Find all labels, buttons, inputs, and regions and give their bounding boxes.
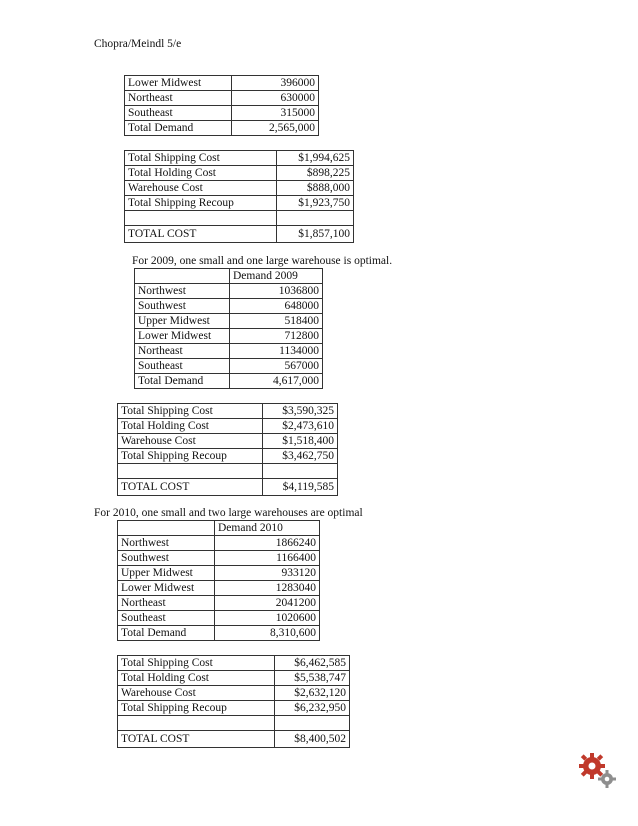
row-label: Southeast bbox=[125, 106, 232, 121]
row-label: Total Shipping Recoup bbox=[118, 701, 275, 716]
row-label: Warehouse Cost bbox=[118, 434, 263, 449]
table-row bbox=[135, 329, 323, 344]
row-label: Total Holding Cost bbox=[125, 166, 277, 181]
table-row bbox=[118, 626, 320, 641]
table-row bbox=[118, 656, 350, 671]
row-label: Northeast bbox=[125, 91, 232, 106]
row-label: Total Holding Cost bbox=[118, 419, 263, 434]
total-cost-row bbox=[125, 226, 354, 243]
table-row bbox=[135, 344, 323, 359]
blank-cell bbox=[263, 464, 338, 479]
row-value: $6,232,950 bbox=[275, 701, 350, 716]
row-label: Northeast bbox=[118, 596, 215, 611]
table-row bbox=[118, 566, 320, 581]
table-row bbox=[135, 284, 323, 299]
table-row bbox=[118, 434, 338, 449]
row-value: 2,565,000 bbox=[232, 121, 319, 136]
row-value: 1283040 bbox=[215, 581, 320, 596]
row-value: 1134000 bbox=[230, 344, 323, 359]
table-row bbox=[118, 596, 320, 611]
row-value: $1,518,400 bbox=[263, 434, 338, 449]
gears-logo-icon bbox=[574, 744, 622, 792]
column-header: Demand 2010 bbox=[215, 521, 320, 536]
row-value: 1020600 bbox=[215, 611, 320, 626]
caption-2009: For 2009, one small and one large warehouse is optimal. bbox=[132, 255, 393, 267]
table-row bbox=[118, 536, 320, 551]
table-row bbox=[125, 166, 354, 181]
cost-table-2009 bbox=[117, 403, 338, 496]
row-label: Warehouse Cost bbox=[125, 181, 277, 196]
row-value: $898,225 bbox=[277, 166, 354, 181]
row-label: Northeast bbox=[135, 344, 230, 359]
row-label: Northwest bbox=[118, 536, 215, 551]
table-row bbox=[135, 299, 323, 314]
row-label: Total Shipping Cost bbox=[118, 656, 275, 671]
row-label: Lower Midwest bbox=[118, 581, 215, 596]
cost-table-2010 bbox=[117, 655, 350, 748]
row-label: Total Shipping Cost bbox=[118, 404, 263, 419]
table-row bbox=[125, 76, 319, 91]
row-value: 4,617,000 bbox=[230, 374, 323, 389]
row-value: 1166400 bbox=[215, 551, 320, 566]
row-label: Lower Midwest bbox=[125, 76, 232, 91]
row-value: 567000 bbox=[230, 359, 323, 374]
table-row bbox=[118, 551, 320, 566]
table-row bbox=[118, 449, 338, 464]
table-row bbox=[125, 151, 354, 166]
row-value: $1,923,750 bbox=[277, 196, 354, 211]
table-row bbox=[125, 196, 354, 211]
row-label: Southwest bbox=[118, 551, 215, 566]
row-value: 630000 bbox=[232, 91, 319, 106]
row-value: 396000 bbox=[232, 76, 319, 91]
table-row bbox=[118, 611, 320, 626]
demand-table-2008 bbox=[124, 75, 319, 136]
row-value: 933120 bbox=[215, 566, 320, 581]
row-label: Total Shipping Cost bbox=[125, 151, 277, 166]
row-label: Upper Midwest bbox=[135, 314, 230, 329]
row-value: 2041200 bbox=[215, 596, 320, 611]
blank-row bbox=[125, 211, 354, 226]
total-cost-row bbox=[118, 479, 338, 496]
table-row bbox=[118, 404, 338, 419]
table-row bbox=[118, 701, 350, 716]
row-value: 518400 bbox=[230, 314, 323, 329]
blank-cell bbox=[118, 716, 275, 731]
total-label: TOTAL COST bbox=[118, 479, 263, 496]
page-header: Chopra/Meindl 5/e bbox=[94, 38, 182, 50]
header-spacer bbox=[135, 269, 230, 284]
header-spacer bbox=[118, 521, 215, 536]
row-label: Warehouse Cost bbox=[118, 686, 275, 701]
row-value: 8,310,600 bbox=[215, 626, 320, 641]
row-label: Upper Midwest bbox=[118, 566, 215, 581]
row-value: $2,632,120 bbox=[275, 686, 350, 701]
table-row bbox=[125, 121, 319, 136]
total-label: TOTAL COST bbox=[125, 226, 277, 243]
row-value: 648000 bbox=[230, 299, 323, 314]
row-value: $2,473,610 bbox=[263, 419, 338, 434]
row-label: Total Shipping Recoup bbox=[125, 196, 277, 211]
row-value: 1866240 bbox=[215, 536, 320, 551]
table-row bbox=[135, 359, 323, 374]
row-label: Total Shipping Recoup bbox=[118, 449, 263, 464]
blank-cell bbox=[275, 716, 350, 731]
row-label: Total Demand bbox=[118, 626, 215, 641]
row-label: Total Holding Cost bbox=[118, 671, 275, 686]
row-value: 1036800 bbox=[230, 284, 323, 299]
row-value: 712800 bbox=[230, 329, 323, 344]
demand-table-2010 bbox=[117, 520, 320, 641]
total-cost-row bbox=[118, 731, 350, 748]
cost-table-2008 bbox=[124, 150, 354, 243]
blank-cell bbox=[125, 211, 277, 226]
row-value: $3,462,750 bbox=[263, 449, 338, 464]
blank-row bbox=[118, 464, 338, 479]
blank-cell bbox=[118, 464, 263, 479]
demand-table-2009 bbox=[134, 268, 323, 389]
blank-row bbox=[118, 716, 350, 731]
table-row bbox=[118, 581, 320, 596]
row-label: Southeast bbox=[118, 611, 215, 626]
row-value: $3,590,325 bbox=[263, 404, 338, 419]
row-label: Northwest bbox=[135, 284, 230, 299]
table-row bbox=[118, 671, 350, 686]
row-label: Southeast bbox=[135, 359, 230, 374]
column-header: Demand 2009 bbox=[230, 269, 323, 284]
table-header-row bbox=[135, 269, 323, 284]
total-value: $1,857,100 bbox=[277, 226, 354, 243]
total-value: $8,400,502 bbox=[275, 731, 350, 748]
row-value: $6,462,585 bbox=[275, 656, 350, 671]
table-header-row bbox=[118, 521, 320, 536]
row-label: Total Demand bbox=[125, 121, 232, 136]
row-label: Total Demand bbox=[135, 374, 230, 389]
table-row bbox=[118, 419, 338, 434]
caption-2010: For 2010, one small and two large warehouses are optimal bbox=[94, 507, 363, 519]
row-value: $1,994,625 bbox=[277, 151, 354, 166]
table-row bbox=[135, 374, 323, 389]
total-label: TOTAL COST bbox=[118, 731, 275, 748]
table-row bbox=[125, 91, 319, 106]
row-value: $888,000 bbox=[277, 181, 354, 196]
table-row bbox=[118, 686, 350, 701]
row-value: $5,538,747 bbox=[275, 671, 350, 686]
blank-cell bbox=[277, 211, 354, 226]
row-label: Lower Midwest bbox=[135, 329, 230, 344]
row-label: Southwest bbox=[135, 299, 230, 314]
total-value: $4,119,585 bbox=[263, 479, 338, 496]
table-row bbox=[125, 181, 354, 196]
table-row bbox=[125, 106, 319, 121]
table-row bbox=[135, 314, 323, 329]
row-value: 315000 bbox=[232, 106, 319, 121]
